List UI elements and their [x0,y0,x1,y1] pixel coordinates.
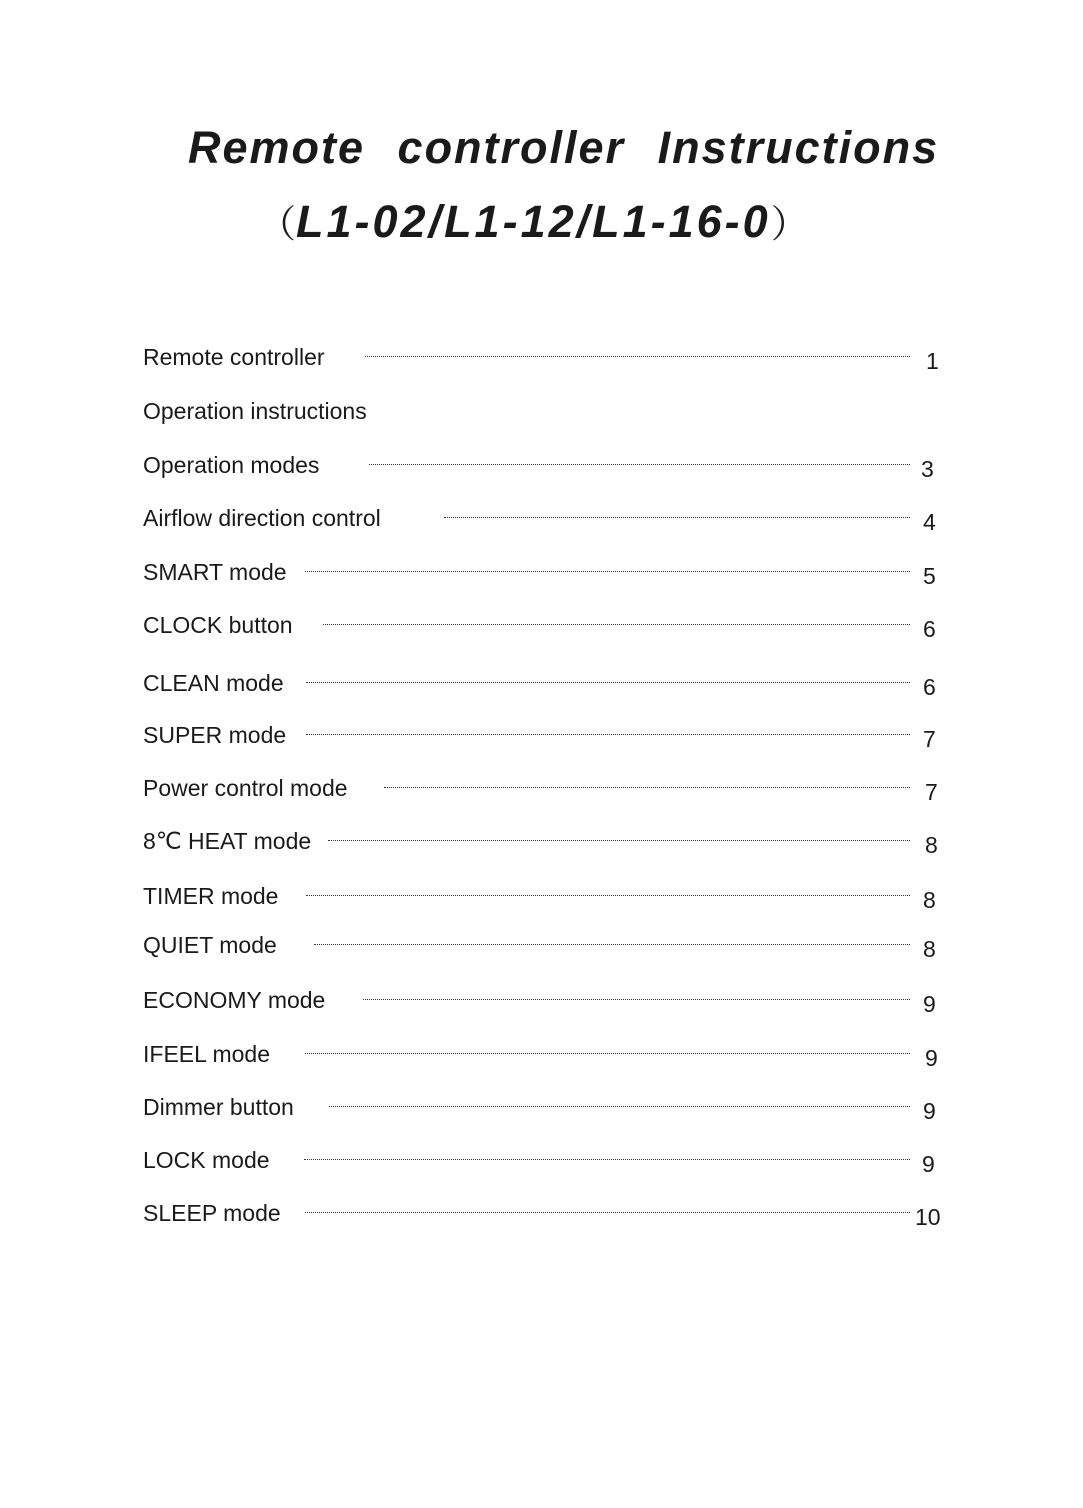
toc-dot-leader [314,944,910,945]
toc-page-number: 6 [923,616,936,642]
toc-dot-leader [323,624,910,625]
toc-entry-label: Operation instructions [143,398,367,424]
toc-entry-label: Power control mode [143,775,348,801]
toc-dot-leader [329,1106,910,1107]
toc-dot-leader [444,517,910,518]
toc-page-number: 8 [925,832,938,858]
toc-entry [0,503,1083,533]
toc-entry-label: ECONOMY mode [143,987,326,1013]
toc-page-number: 9 [923,1098,936,1124]
toc-entry [0,450,1083,480]
toc-dot-leader [306,895,910,896]
toc-entry-label: 8℃ HEAT mode [143,828,312,854]
toc-page-number: 1 [926,348,939,374]
document-title: Remote controller Instructions [188,122,940,173]
toc-dot-leader [328,840,910,841]
toc-page-number: 4 [923,509,936,535]
toc-entry [0,557,1083,587]
toc-page-number: 9 [923,991,936,1017]
toc-dot-leader [365,356,910,357]
toc-dot-leader [304,1159,910,1160]
toc-page-number: 8 [923,936,936,962]
toc-entry [0,930,1083,960]
toc-entry [0,985,1083,1015]
model-close-paren: ） [770,204,809,246]
toc-dot-leader [369,464,910,465]
toc-entry [0,720,1083,750]
toc-page-number: 10 [915,1204,941,1230]
toc-entry-label: IFEEL mode [143,1041,270,1067]
toc-page-number: 7 [925,779,938,805]
toc-entry-label: SMART mode [143,559,287,585]
toc-page-number: 8 [923,887,936,913]
toc-dot-leader [305,571,910,572]
toc-dot-leader [305,1212,910,1213]
toc-entry-label: LOCK mode [143,1147,270,1173]
toc-dot-leader [363,999,910,1000]
toc-dot-leader [384,787,910,788]
toc-entry [0,1039,1083,1069]
toc-entry [0,342,1083,372]
toc-page-number: 3 [921,456,934,482]
toc-dot-leader [305,1053,910,1054]
toc-entry-label: SLEEP mode [143,1200,281,1226]
toc-page-number: 5 [923,563,936,589]
toc-page-number: 9 [925,1045,938,1071]
toc-entry [0,396,1083,426]
toc-entry-label: Airflow direction control [143,505,381,531]
toc-dot-leader [306,682,910,683]
toc-page-number: 7 [923,726,936,752]
toc-dot-leader [306,734,910,735]
toc-entry [0,773,1083,803]
toc-entry-label: QUIET mode [143,932,277,958]
toc-entry-label: TIMER mode [143,883,279,909]
toc-entry [0,1145,1083,1175]
toc-entry [0,881,1083,911]
toc-page-number: 9 [922,1151,935,1177]
toc-entry [0,668,1083,698]
toc-entry-label: Operation modes [143,452,320,478]
toc-entry-label: Dimmer button [143,1094,294,1120]
model-open-paren: （ [258,204,297,246]
model-list: L1-02/L1-12/L1-16-0 [296,196,771,247]
toc-entry-label: Remote controller [143,344,325,370]
toc-entry [0,1092,1083,1122]
toc-entry [0,1198,1083,1228]
toc-page-number: 6 [923,674,936,700]
toc-entry-label: CLEAN mode [143,670,284,696]
toc-entry [0,610,1083,640]
toc-entry [0,826,1083,856]
toc-entry-label: SUPER mode [143,722,287,748]
toc-entry-label: CLOCK button [143,612,293,638]
